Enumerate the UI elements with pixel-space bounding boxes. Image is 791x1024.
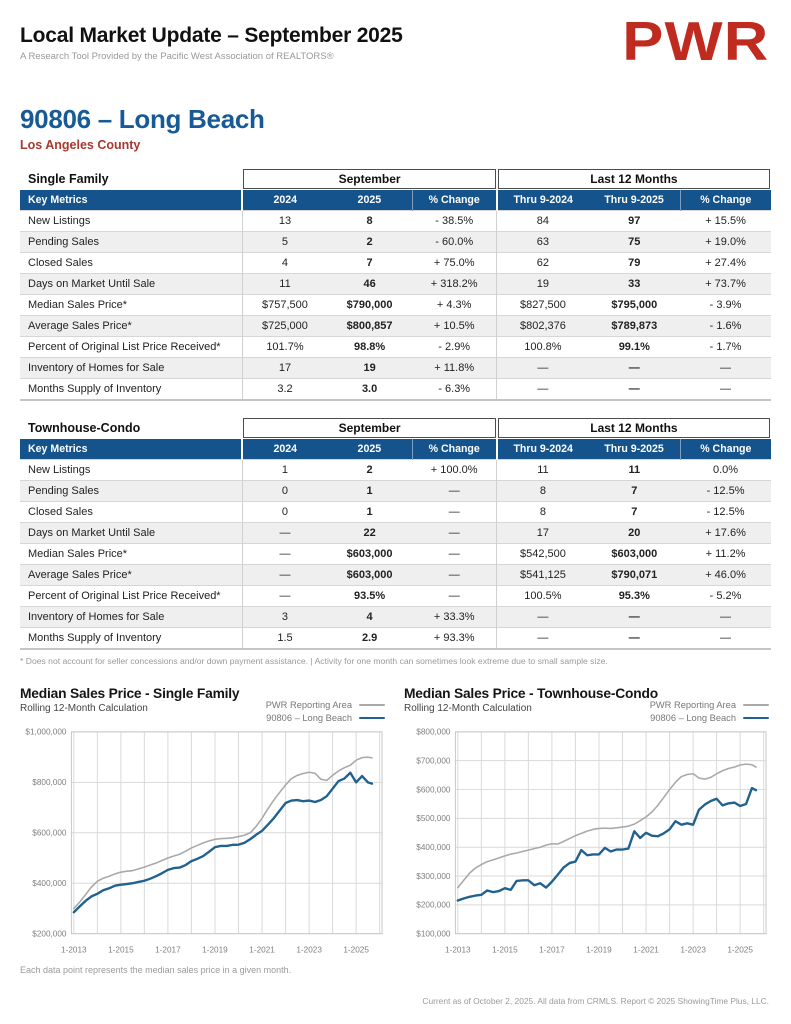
svg-text:$800,000: $800,000	[416, 727, 451, 737]
value-cell: 19	[497, 274, 589, 295]
metric-cell: Closed Sales	[20, 502, 242, 523]
column-header: Thru 9-2025	[588, 190, 680, 211]
column-header: Thru 9-2024	[497, 439, 589, 460]
value-cell: —	[412, 544, 497, 565]
value-cell: —	[497, 628, 589, 650]
value-cell: - 5.2%	[680, 586, 771, 607]
chart-title: Median Sales Price - Single Family	[20, 686, 240, 701]
table-row	[20, 316, 771, 337]
table-row	[20, 565, 771, 586]
value-cell: 100.8%	[497, 337, 589, 358]
value-cell: 2	[327, 232, 412, 253]
svg-text:$400,000: $400,000	[32, 879, 67, 889]
value-cell: - 12.5%	[680, 502, 771, 523]
value-cell: - 3.9%	[680, 295, 771, 316]
value-cell: + 10.5%	[412, 316, 497, 337]
legend-label: 90806 – Long Beach	[650, 713, 736, 723]
table-row	[20, 628, 771, 650]
value-cell: - 6.3%	[412, 379, 497, 401]
value-cell: —	[412, 523, 497, 544]
value-cell: 99.1%	[588, 337, 680, 358]
value-cell: 7	[588, 481, 680, 502]
townhouse-condo-table	[20, 417, 771, 650]
metric-cell: Inventory of Homes for Sale	[20, 358, 242, 379]
svg-text:$100,000: $100,000	[416, 929, 451, 939]
column-header: 2025	[327, 190, 412, 211]
table-row	[20, 544, 771, 565]
table-section-label: Townhouse-Condo	[28, 421, 141, 435]
value-cell: 84	[497, 211, 589, 232]
metric-cell: New Listings	[20, 211, 242, 232]
value-cell: $827,500	[497, 295, 589, 316]
metric-cell: Days on Market Until Sale	[20, 274, 242, 295]
value-cell: 46	[327, 274, 412, 295]
value-cell: - 2.9%	[412, 337, 497, 358]
value-cell: 98.8%	[327, 337, 412, 358]
value-cell: 8	[497, 502, 589, 523]
table-row	[20, 379, 771, 401]
column-header-row	[20, 190, 771, 211]
value-cell: + 73.7%	[680, 274, 771, 295]
svg-text:1-2013: 1-2013	[61, 945, 87, 955]
table-row	[20, 337, 771, 358]
svg-text:1-2017: 1-2017	[539, 945, 565, 955]
value-cell: - 1.6%	[680, 316, 771, 337]
value-cell: 0.0%	[680, 460, 771, 481]
chart-legend	[266, 700, 385, 726]
report-tagline: A Research Tool Provided by the Pacific West Association of REALTORS®	[20, 51, 334, 62]
value-cell: + 15.5%	[680, 211, 771, 232]
single-family-table	[20, 168, 771, 401]
table-row	[20, 607, 771, 628]
value-cell: 7	[327, 253, 412, 274]
value-cell: $541,125	[497, 565, 589, 586]
value-cell: 1.5	[242, 628, 327, 650]
value-cell: 8	[327, 211, 412, 232]
value-cell: —	[242, 544, 327, 565]
value-cell: $800,857	[327, 316, 412, 337]
value-cell: 1	[242, 460, 327, 481]
legend-item	[650, 713, 769, 723]
group-header-last-12-months: Last 12 Months	[497, 417, 771, 439]
value-cell: + 318.2%	[412, 274, 497, 295]
svg-text:$300,000: $300,000	[416, 871, 451, 881]
table-row	[20, 358, 771, 379]
svg-text:1-2023: 1-2023	[296, 945, 322, 955]
svg-text:1-2021: 1-2021	[249, 945, 275, 955]
svg-text:1-2015: 1-2015	[492, 945, 518, 955]
value-cell: + 33.3%	[412, 607, 497, 628]
chart-plot	[404, 722, 771, 959]
value-cell: 20	[588, 523, 680, 544]
value-cell: 93.5%	[327, 586, 412, 607]
value-cell: 8	[497, 481, 589, 502]
metric-cell: Median Sales Price*	[20, 295, 242, 316]
legend-item	[266, 700, 385, 710]
charts-row	[20, 686, 771, 975]
value-cell: —	[588, 628, 680, 650]
chart-townhouse-condo	[404, 686, 771, 975]
svg-text:$200,000: $200,000	[32, 929, 67, 939]
svg-text:1-2017: 1-2017	[155, 945, 181, 955]
group-header-last-12-months: Last 12 Months	[497, 168, 771, 190]
value-cell: $802,376	[497, 316, 589, 337]
metric-cell: Median Sales Price*	[20, 544, 242, 565]
value-cell: $542,500	[497, 544, 589, 565]
svg-text:$1,000,000: $1,000,000	[25, 727, 67, 737]
svg-text:$800,000: $800,000	[32, 778, 67, 788]
metric-cell: Closed Sales	[20, 253, 242, 274]
value-cell: $603,000	[588, 544, 680, 565]
svg-text:1-2019: 1-2019	[586, 945, 612, 955]
table-row	[20, 295, 771, 316]
value-cell: 13	[242, 211, 327, 232]
svg-text:1-2019: 1-2019	[202, 945, 228, 955]
group-header-row	[20, 168, 771, 190]
value-cell: 97	[588, 211, 680, 232]
value-cell: 5	[242, 232, 327, 253]
metric-cell: Days on Market Until Sale	[20, 523, 242, 544]
legend-item	[650, 700, 769, 710]
value-cell: 3	[242, 607, 327, 628]
column-header-row	[20, 439, 771, 460]
column-header: % Change	[680, 190, 771, 211]
svg-text:$600,000: $600,000	[416, 785, 451, 795]
value-cell: 2.9	[327, 628, 412, 650]
svg-text:$400,000: $400,000	[416, 843, 451, 853]
group-header-september: September	[242, 168, 497, 190]
value-cell: —	[412, 481, 497, 502]
value-cell: $790,000	[327, 295, 412, 316]
table-row	[20, 523, 771, 544]
table-row	[20, 460, 771, 481]
value-cell: 4	[327, 607, 412, 628]
svg-text:$600,000: $600,000	[32, 828, 67, 838]
area-title: 90806 – Long Beach	[20, 104, 265, 134]
value-cell: $757,500	[242, 295, 327, 316]
column-header: % Change	[412, 439, 497, 460]
value-cell: —	[497, 379, 589, 401]
report-title: Local Market Update – September 2025	[20, 24, 403, 47]
value-cell: + 46.0%	[680, 565, 771, 586]
column-header: % Change	[412, 190, 497, 211]
chart-subtitle: Rolling 12-Month Calculation	[404, 703, 532, 714]
value-cell: + 11.2%	[680, 544, 771, 565]
metric-cell: Months Supply of Inventory	[20, 628, 242, 650]
legend-line-swatch	[359, 704, 385, 706]
value-cell: 19	[327, 358, 412, 379]
value-cell: 79	[588, 253, 680, 274]
metric-cell: Pending Sales	[20, 481, 242, 502]
column-header: 2024	[242, 439, 327, 460]
metric-cell: Average Sales Price*	[20, 565, 242, 586]
value-cell: —	[412, 586, 497, 607]
metric-cell: Pending Sales	[20, 232, 242, 253]
value-cell: + 93.3%	[412, 628, 497, 650]
value-cell: —	[680, 607, 771, 628]
column-header: Key Metrics	[20, 439, 242, 460]
svg-text:1-2025: 1-2025	[727, 945, 753, 955]
county-label: Los Angeles County	[20, 138, 141, 152]
column-header: Thru 9-2024	[497, 190, 589, 211]
metric-cell: Percent of Original List Price Received*	[20, 337, 242, 358]
value-cell: 17	[242, 358, 327, 379]
metric-cell: Percent of Original List Price Received*	[20, 586, 242, 607]
value-cell: —	[497, 358, 589, 379]
chart-title: Median Sales Price - Townhouse-Condo	[404, 686, 658, 701]
masthead	[20, 10, 771, 84]
table-row	[20, 274, 771, 295]
value-cell: - 12.5%	[680, 481, 771, 502]
svg-text:$700,000: $700,000	[416, 756, 451, 766]
value-cell: 1	[327, 481, 412, 502]
value-cell: —	[588, 379, 680, 401]
table-row	[20, 586, 771, 607]
svg-text:1-2021: 1-2021	[633, 945, 659, 955]
column-header: Key Metrics	[20, 190, 242, 211]
value-cell: 101.7%	[242, 337, 327, 358]
group-header-row	[20, 417, 771, 439]
value-cell: + 4.3%	[412, 295, 497, 316]
value-cell: —	[588, 607, 680, 628]
value-cell: 11	[588, 460, 680, 481]
value-cell: 1	[327, 502, 412, 523]
value-cell: + 100.0%	[412, 460, 497, 481]
value-cell: 22	[327, 523, 412, 544]
svg-text:$500,000: $500,000	[416, 814, 451, 824]
value-cell: 4	[242, 253, 327, 274]
chart-single-family	[20, 686, 387, 975]
legend-line-swatch	[359, 717, 385, 719]
column-header: 2024	[242, 190, 327, 211]
chart-plot	[20, 722, 387, 959]
legend-item	[266, 713, 385, 723]
chart-subtitle: Rolling 12-Month Calculation	[20, 703, 148, 714]
value-cell: —	[242, 565, 327, 586]
value-cell: 11	[242, 274, 327, 295]
value-cell: 63	[497, 232, 589, 253]
table-row	[20, 502, 771, 523]
value-cell: 11	[497, 460, 589, 481]
metric-cell: New Listings	[20, 460, 242, 481]
value-cell: - 60.0%	[412, 232, 497, 253]
value-cell: —	[242, 586, 327, 607]
value-cell: —	[497, 607, 589, 628]
column-header: 2025	[327, 439, 412, 460]
value-cell: $790,071	[588, 565, 680, 586]
svg-text:1-2023: 1-2023	[680, 945, 706, 955]
value-cell: —	[680, 628, 771, 650]
value-cell: —	[588, 358, 680, 379]
value-cell: —	[412, 502, 497, 523]
chart-footnote: Each data point represents the median sales price in a given month.	[20, 965, 292, 976]
value-cell: 2	[327, 460, 412, 481]
metric-cell: Months Supply of Inventory	[20, 379, 242, 401]
group-header-september: September	[242, 417, 497, 439]
value-cell: 33	[588, 274, 680, 295]
value-cell: + 11.8%	[412, 358, 497, 379]
value-cell: + 27.4%	[680, 253, 771, 274]
svg-text:1-2015: 1-2015	[108, 945, 134, 955]
table-section-label: Single Family	[28, 172, 109, 186]
table-row	[20, 481, 771, 502]
svg-text:1-2013: 1-2013	[445, 945, 471, 955]
value-cell: - 38.5%	[412, 211, 497, 232]
source-note: Current as of October 2, 2025. All data from CRMLS. Report © 2025 ShowingTime Plus, LLC.	[422, 996, 769, 1006]
table-row	[20, 253, 771, 274]
legend-label: PWR Reporting Area	[265, 700, 352, 710]
value-cell: —	[242, 523, 327, 544]
chart-legend	[650, 700, 769, 726]
value-cell: 75	[588, 232, 680, 253]
value-cell: + 19.0%	[680, 232, 771, 253]
value-cell: 3.2	[242, 379, 327, 401]
value-cell: 62	[497, 253, 589, 274]
value-cell: $789,873	[588, 316, 680, 337]
metric-cell: Inventory of Homes for Sale	[20, 607, 242, 628]
legend-label: 90806 – Long Beach	[266, 713, 352, 723]
column-header: % Change	[680, 439, 771, 460]
value-cell: 7	[588, 502, 680, 523]
value-cell: —	[680, 358, 771, 379]
value-cell: $603,000	[327, 544, 412, 565]
metric-cell: Average Sales Price*	[20, 316, 242, 337]
value-cell: —	[412, 565, 497, 586]
value-cell: + 17.6%	[680, 523, 771, 544]
pwr-logo: PWR	[621, 10, 769, 72]
svg-text:1-2025: 1-2025	[343, 945, 369, 955]
legend-line-swatch	[743, 704, 769, 706]
value-cell: $795,000	[588, 295, 680, 316]
value-cell: $725,000	[242, 316, 327, 337]
value-cell: 0	[242, 502, 327, 523]
legend-line-swatch	[743, 717, 769, 719]
column-header: Thru 9-2025	[588, 439, 680, 460]
legend-label: PWR Reporting Area	[649, 700, 736, 710]
value-cell: 100.5%	[497, 586, 589, 607]
svg-text:$200,000: $200,000	[416, 900, 451, 910]
table-footnote: * Does not account for seller concessions and/or down payment assistance. | Activity for one month can sometimes look extreme due to small sample size.	[20, 656, 608, 666]
value-cell: + 75.0%	[412, 253, 497, 274]
value-cell: 0	[242, 481, 327, 502]
value-cell: 17	[497, 523, 589, 544]
value-cell: 3.0	[327, 379, 412, 401]
area-block	[20, 104, 771, 152]
table-row	[20, 211, 771, 232]
value-cell: 95.3%	[588, 586, 680, 607]
value-cell: —	[680, 379, 771, 401]
value-cell: - 1.7%	[680, 337, 771, 358]
value-cell: $603,000	[327, 565, 412, 586]
table-row	[20, 232, 771, 253]
